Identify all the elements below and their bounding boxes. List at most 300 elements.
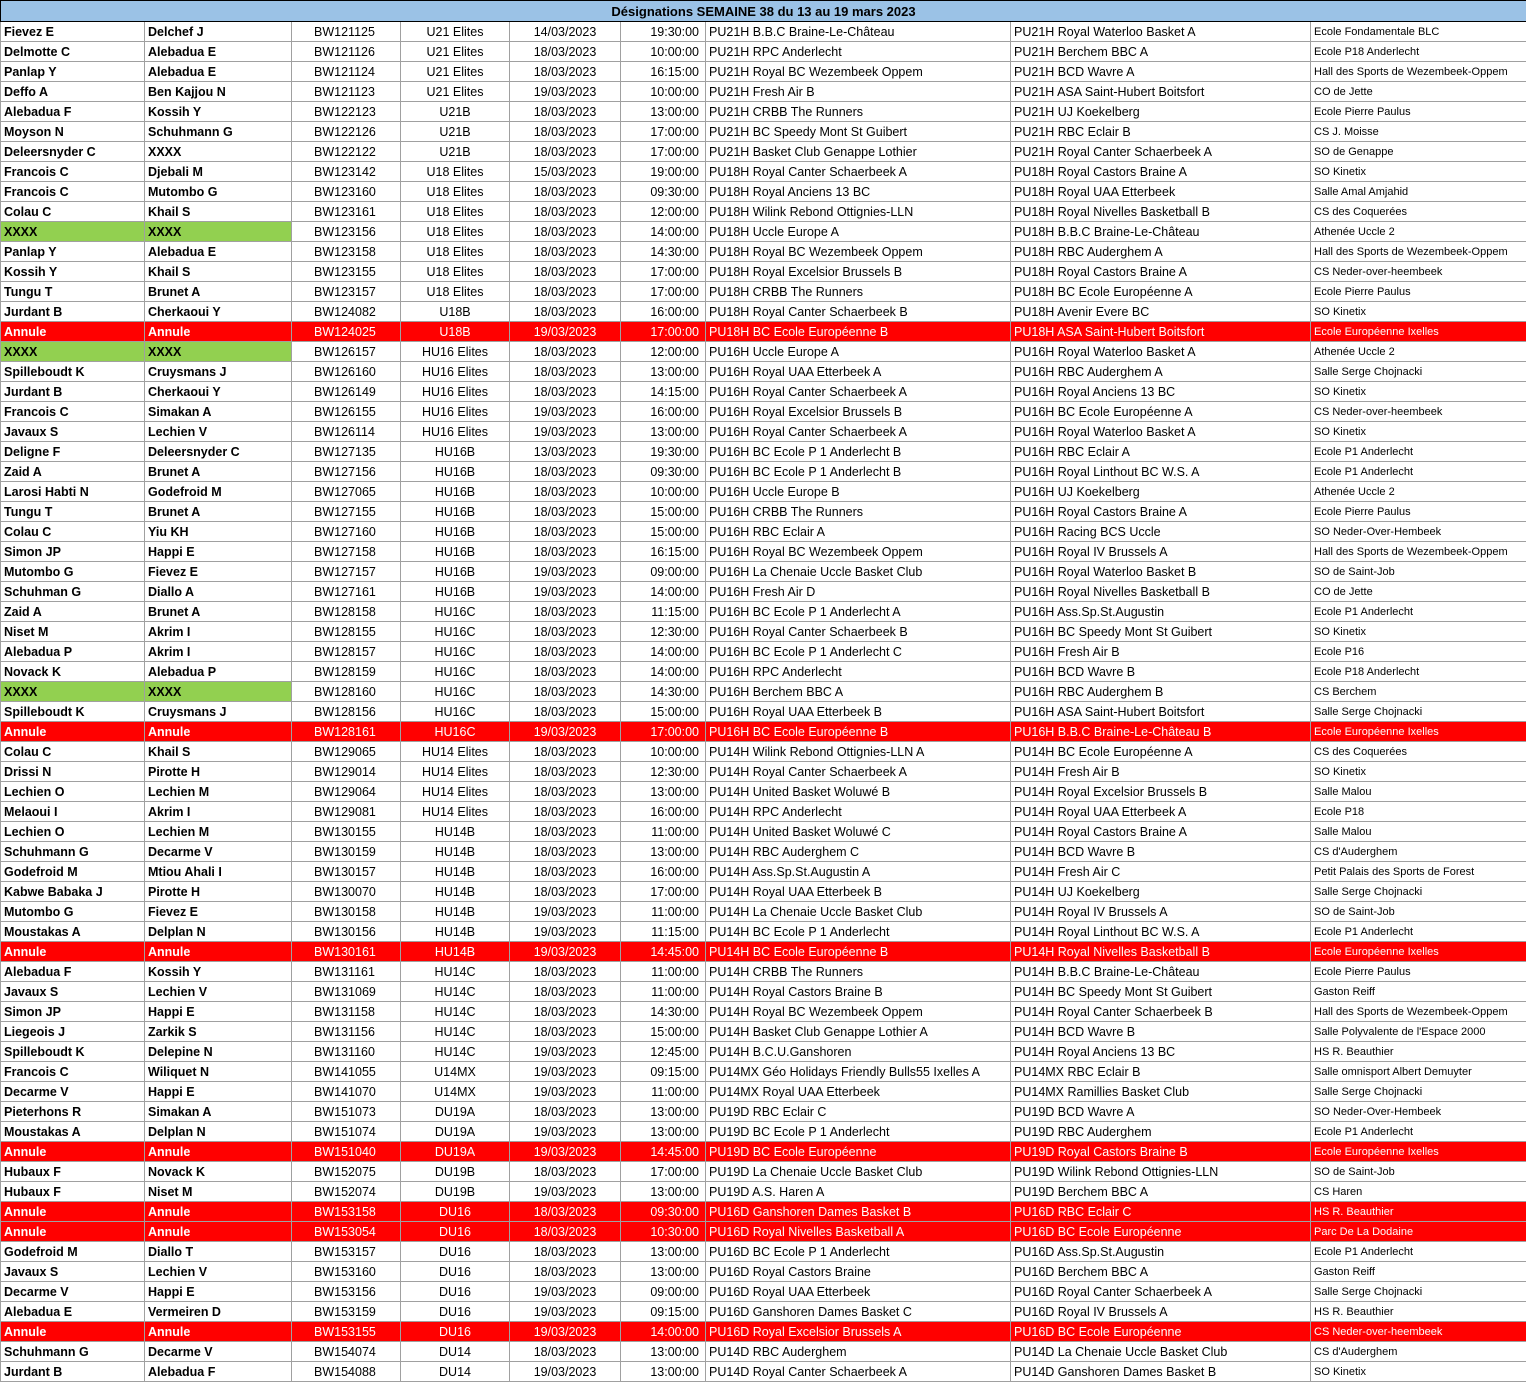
venue-cell[interactable]: SO Neder-Over-Hembeek (1311, 1102, 1526, 1122)
match-code-cell[interactable]: BW127156 (292, 462, 401, 482)
home-team-cell[interactable]: PU14H Basket Club Genappe Lothier A (706, 1022, 1011, 1042)
home-team-cell[interactable]: PU21H CRBB The Runners (706, 102, 1011, 122)
referee-2-cell[interactable]: Lechien V (145, 1262, 292, 1282)
time-cell[interactable]: 17:00:00 (621, 142, 706, 162)
category-cell[interactable]: HU16 Elites (401, 402, 510, 422)
date-cell[interactable]: 14/03/2023 (510, 22, 621, 42)
time-cell[interactable]: 09:15:00 (621, 1062, 706, 1082)
away-team-cell[interactable]: PU16H Royal Anciens 13 BC (1011, 382, 1311, 402)
referee-2-cell[interactable]: Yiu KH (145, 522, 292, 542)
venue-cell[interactable]: Ecole Pierre Paulus (1311, 102, 1526, 122)
match-code-cell[interactable]: BW126157 (292, 342, 401, 362)
away-team-cell[interactable]: PU19D Berchem BBC A (1011, 1182, 1311, 1202)
date-cell[interactable]: 18/03/2023 (510, 102, 621, 122)
referee-1-cell[interactable]: Larosi Habti N (1, 482, 145, 502)
referee-1-cell[interactable]: Kossih Y (1, 262, 145, 282)
referee-1-cell[interactable]: Mutombo G (1, 902, 145, 922)
date-cell[interactable]: 19/03/2023 (510, 1142, 621, 1162)
home-team-cell[interactable]: PU16H Uccle Europe A (706, 342, 1011, 362)
referee-2-cell[interactable]: Annule (145, 722, 292, 742)
category-cell[interactable]: HU16B (401, 502, 510, 522)
referee-1-cell[interactable]: Francois C (1, 162, 145, 182)
match-code-cell[interactable]: BW127065 (292, 482, 401, 502)
away-team-cell[interactable]: PU14D La Chenaie Uccle Basket Club (1011, 1342, 1311, 1362)
away-team-cell[interactable]: PU16H Royal Waterloo Basket A (1011, 422, 1311, 442)
venue-cell[interactable]: Petit Palais des Sports de Forest (1311, 862, 1526, 882)
venue-cell[interactable]: SO de Saint-Job (1311, 562, 1526, 582)
category-cell[interactable]: DU14 (401, 1362, 510, 1382)
home-team-cell[interactable]: PU16H RPC Anderlecht (706, 662, 1011, 682)
venue-cell[interactable]: SO Kinetix (1311, 1362, 1526, 1382)
venue-cell[interactable]: Salle Polyvalente de l'Espace 2000 (1311, 1022, 1526, 1042)
home-team-cell[interactable]: PU18H CRBB The Runners (706, 282, 1011, 302)
referee-2-cell[interactable]: Schuhmann G (145, 122, 292, 142)
date-cell[interactable]: 18/03/2023 (510, 1102, 621, 1122)
date-cell[interactable]: 18/03/2023 (510, 842, 621, 862)
time-cell[interactable]: 19:00:00 (621, 162, 706, 182)
date-cell[interactable]: 19/03/2023 (510, 422, 621, 442)
referee-2-cell[interactable]: Decarme V (145, 842, 292, 862)
referee-2-cell[interactable]: Niset M (145, 1182, 292, 1202)
referee-2-cell[interactable]: Kossih Y (145, 102, 292, 122)
venue-cell[interactable]: SO Kinetix (1311, 302, 1526, 322)
match-code-cell[interactable]: BW129064 (292, 782, 401, 802)
away-team-cell[interactable]: PU14H Royal Castors Braine A (1011, 822, 1311, 842)
home-team-cell[interactable]: PU14H Royal Canter Schaerbeek A (706, 762, 1011, 782)
time-cell[interactable]: 14:30:00 (621, 682, 706, 702)
date-cell[interactable]: 18/03/2023 (510, 602, 621, 622)
home-team-cell[interactable]: PU14H RPC Anderlecht (706, 802, 1011, 822)
time-cell[interactable]: 13:00:00 (621, 1262, 706, 1282)
away-team-cell[interactable]: PU18H Royal UAA Etterbeek (1011, 182, 1311, 202)
away-team-cell[interactable]: PU16H RBC Auderghem B (1011, 682, 1311, 702)
date-cell[interactable]: 19/03/2023 (510, 322, 621, 342)
date-cell[interactable]: 19/03/2023 (510, 82, 621, 102)
category-cell[interactable]: HU16B (401, 542, 510, 562)
match-code-cell[interactable]: BW153156 (292, 1282, 401, 1302)
referee-2-cell[interactable]: Happi E (145, 542, 292, 562)
time-cell[interactable]: 14:15:00 (621, 382, 706, 402)
date-cell[interactable]: 18/03/2023 (510, 542, 621, 562)
referee-2-cell[interactable]: Delplan N (145, 1122, 292, 1142)
category-cell[interactable]: HU14C (401, 1002, 510, 1022)
time-cell[interactable]: 12:30:00 (621, 622, 706, 642)
category-cell[interactable]: HU14 Elites (401, 782, 510, 802)
away-team-cell[interactable]: PU16D BC Ecole Européenne (1011, 1322, 1311, 1342)
venue-cell[interactable]: Salle Malou (1311, 822, 1526, 842)
away-team-cell[interactable]: PU14H Royal Linthout BC W.S. A (1011, 922, 1311, 942)
venue-cell[interactable]: Salle Serge Chojnacki (1311, 1082, 1526, 1102)
away-team-cell[interactable]: PU18H Royal Nivelles Basketball B (1011, 202, 1311, 222)
match-code-cell[interactable]: BW153155 (292, 1322, 401, 1342)
away-team-cell[interactable]: PU14H BC Ecole Européenne A (1011, 742, 1311, 762)
match-code-cell[interactable]: BW128159 (292, 662, 401, 682)
match-code-cell[interactable]: BW129081 (292, 802, 401, 822)
date-cell[interactable]: 19/03/2023 (510, 1042, 621, 1062)
time-cell[interactable]: 09:00:00 (621, 1282, 706, 1302)
home-team-cell[interactable]: PU16H CRBB The Runners (706, 502, 1011, 522)
match-code-cell[interactable]: BW154088 (292, 1362, 401, 1382)
date-cell[interactable]: 19/03/2023 (510, 402, 621, 422)
match-code-cell[interactable]: BW141055 (292, 1062, 401, 1082)
referee-2-cell[interactable]: Ben Kajjou N (145, 82, 292, 102)
category-cell[interactable]: HU16B (401, 442, 510, 462)
referee-2-cell[interactable]: Alebadua E (145, 62, 292, 82)
home-team-cell[interactable]: PU16D Ganshoren Dames Basket C (706, 1302, 1011, 1322)
time-cell[interactable]: 09:30:00 (621, 1202, 706, 1222)
match-code-cell[interactable]: BW153157 (292, 1242, 401, 1262)
referee-2-cell[interactable]: Alebadua E (145, 42, 292, 62)
match-code-cell[interactable]: BW123161 (292, 202, 401, 222)
match-code-cell[interactable]: BW141070 (292, 1082, 401, 1102)
away-team-cell[interactable]: PU18H Royal Castors Braine A (1011, 262, 1311, 282)
date-cell[interactable]: 18/03/2023 (510, 1202, 621, 1222)
category-cell[interactable]: U18B (401, 302, 510, 322)
category-cell[interactable]: HU16 Elites (401, 342, 510, 362)
referee-1-cell[interactable]: Lechien O (1, 782, 145, 802)
venue-cell[interactable]: SO de Saint-Job (1311, 1162, 1526, 1182)
referee-2-cell[interactable]: Pirotte H (145, 762, 292, 782)
referee-2-cell[interactable]: Mutombo G (145, 182, 292, 202)
date-cell[interactable]: 18/03/2023 (510, 262, 621, 282)
category-cell[interactable]: HU14B (401, 922, 510, 942)
away-team-cell[interactable]: PU14H Royal IV Brussels A (1011, 902, 1311, 922)
referee-1-cell[interactable]: Zaid A (1, 602, 145, 622)
away-team-cell[interactable]: PU16H ASA Saint-Hubert Boitsfort (1011, 702, 1311, 722)
away-team-cell[interactable]: PU16H Ass.Sp.St.Augustin (1011, 602, 1311, 622)
time-cell[interactable]: 16:00:00 (621, 862, 706, 882)
referee-1-cell[interactable]: Jurdant B (1, 302, 145, 322)
home-team-cell[interactable]: PU14MX Géo Holidays Friendly Bulls55 Ixelles A (706, 1062, 1011, 1082)
date-cell[interactable]: 18/03/2023 (510, 882, 621, 902)
referee-1-cell[interactable]: Francois C (1, 402, 145, 422)
match-code-cell[interactable]: BW122126 (292, 122, 401, 142)
category-cell[interactable]: HU16B (401, 482, 510, 502)
venue-cell[interactable]: SO de Saint-Job (1311, 902, 1526, 922)
time-cell[interactable]: 09:00:00 (621, 562, 706, 582)
category-cell[interactable]: U21B (401, 142, 510, 162)
time-cell[interactable]: 11:00:00 (621, 962, 706, 982)
home-team-cell[interactable]: PU21H Royal BC Wezembeek Oppem (706, 62, 1011, 82)
away-team-cell[interactable]: PU18H ASA Saint-Hubert Boitsfort (1011, 322, 1311, 342)
away-team-cell[interactable]: PU19D RBC Auderghem (1011, 1122, 1311, 1142)
home-team-cell[interactable]: PU16H BC Ecole P 1 Anderlecht C (706, 642, 1011, 662)
referee-2-cell[interactable]: Wiliquet N (145, 1062, 292, 1082)
match-code-cell[interactable]: BW130158 (292, 902, 401, 922)
date-cell[interactable]: 18/03/2023 (510, 1022, 621, 1042)
referee-2-cell[interactable]: Cruysmans J (145, 702, 292, 722)
date-cell[interactable]: 19/03/2023 (510, 582, 621, 602)
time-cell[interactable]: 17:00:00 (621, 282, 706, 302)
referee-1-cell[interactable]: XXXX (1, 342, 145, 362)
match-code-cell[interactable]: BW153158 (292, 1202, 401, 1222)
away-team-cell[interactable]: PU14H BCD Wavre B (1011, 1022, 1311, 1042)
date-cell[interactable]: 19/03/2023 (510, 1302, 621, 1322)
category-cell[interactable]: HU14B (401, 902, 510, 922)
date-cell[interactable]: 18/03/2023 (510, 202, 621, 222)
time-cell[interactable]: 14:45:00 (621, 942, 706, 962)
venue-cell[interactable]: Ecole P1 Anderlecht (1311, 462, 1526, 482)
date-cell[interactable]: 18/03/2023 (510, 1242, 621, 1262)
away-team-cell[interactable]: PU18H Royal Castors Braine A (1011, 162, 1311, 182)
away-team-cell[interactable]: PU16D Royal IV Brussels A (1011, 1302, 1311, 1322)
home-team-cell[interactable]: PU14D Royal Canter Schaerbeek A (706, 1362, 1011, 1382)
referee-2-cell[interactable]: Djebali M (145, 162, 292, 182)
away-team-cell[interactable]: PU16H BC Ecole Européenne A (1011, 402, 1311, 422)
time-cell[interactable]: 15:00:00 (621, 1022, 706, 1042)
venue-cell[interactable]: Ecole Européenne Ixelles (1311, 722, 1526, 742)
referee-2-cell[interactable]: Lechien M (145, 822, 292, 842)
time-cell[interactable]: 16:15:00 (621, 542, 706, 562)
venue-cell[interactable]: SO Neder-Over-Hembeek (1311, 522, 1526, 542)
time-cell[interactable]: 12:00:00 (621, 342, 706, 362)
match-code-cell[interactable]: BW122123 (292, 102, 401, 122)
home-team-cell[interactable]: PU14D RBC Auderghem (706, 1342, 1011, 1362)
category-cell[interactable]: U21 Elites (401, 42, 510, 62)
venue-cell[interactable]: Ecole P1 Anderlecht (1311, 442, 1526, 462)
referee-1-cell[interactable]: Schuhmann G (1, 842, 145, 862)
home-team-cell[interactable]: PU19D RBC Eclair C (706, 1102, 1011, 1122)
venue-cell[interactable]: Gaston Reiff (1311, 982, 1526, 1002)
date-cell[interactable]: 18/03/2023 (510, 1162, 621, 1182)
match-code-cell[interactable]: BW121124 (292, 62, 401, 82)
away-team-cell[interactable]: PU16H Royal Waterloo Basket B (1011, 562, 1311, 582)
referee-2-cell[interactable]: Annule (145, 1202, 292, 1222)
match-code-cell[interactable]: BW128158 (292, 602, 401, 622)
referee-1-cell[interactable]: Annule (1, 1142, 145, 1162)
home-team-cell[interactable]: PU16H BC Ecole Européenne B (706, 722, 1011, 742)
away-team-cell[interactable]: PU16D Berchem BBC A (1011, 1262, 1311, 1282)
referee-2-cell[interactable]: Diallo A (145, 582, 292, 602)
venue-cell[interactable]: CO de Jette (1311, 582, 1526, 602)
category-cell[interactable]: DU16 (401, 1202, 510, 1222)
time-cell[interactable]: 11:15:00 (621, 602, 706, 622)
time-cell[interactable]: 14:00:00 (621, 642, 706, 662)
category-cell[interactable]: DU14 (401, 1342, 510, 1362)
referee-1-cell[interactable]: Javaux S (1, 982, 145, 1002)
date-cell[interactable]: 19/03/2023 (510, 1182, 621, 1202)
date-cell[interactable]: 18/03/2023 (510, 182, 621, 202)
venue-cell[interactable]: Ecole P1 Anderlecht (1311, 1242, 1526, 1262)
referee-1-cell[interactable]: Liegeois J (1, 1022, 145, 1042)
venue-cell[interactable]: Athenée Uccle 2 (1311, 342, 1526, 362)
category-cell[interactable]: DU16 (401, 1322, 510, 1342)
referee-1-cell[interactable]: Fievez E (1, 22, 145, 42)
home-team-cell[interactable]: PU14H BC Ecole Européenne B (706, 942, 1011, 962)
match-code-cell[interactable]: BW130161 (292, 942, 401, 962)
referee-1-cell[interactable]: Novack K (1, 662, 145, 682)
referee-1-cell[interactable]: Schuhman G (1, 582, 145, 602)
match-code-cell[interactable]: BW123156 (292, 222, 401, 242)
home-team-cell[interactable]: PU14H RBC Auderghem C (706, 842, 1011, 862)
referee-2-cell[interactable]: Annule (145, 1322, 292, 1342)
category-cell[interactable]: U18 Elites (401, 282, 510, 302)
date-cell[interactable]: 15/03/2023 (510, 162, 621, 182)
referee-2-cell[interactable]: Cruysmans J (145, 362, 292, 382)
match-code-cell[interactable]: BW127135 (292, 442, 401, 462)
home-team-cell[interactable]: PU14H United Basket Woluwé C (706, 822, 1011, 842)
time-cell[interactable]: 17:00:00 (621, 262, 706, 282)
date-cell[interactable]: 19/03/2023 (510, 1362, 621, 1382)
away-team-cell[interactable]: PU21H ASA Saint-Hubert Boitsfort (1011, 82, 1311, 102)
venue-cell[interactable]: Ecole Fondamentale BLC (1311, 22, 1526, 42)
away-team-cell[interactable]: PU14H Royal Anciens 13 BC (1011, 1042, 1311, 1062)
away-team-cell[interactable]: PU16H Racing BCS Uccle (1011, 522, 1311, 542)
referee-2-cell[interactable]: Godefroid M (145, 482, 292, 502)
time-cell[interactable]: 13:00:00 (621, 842, 706, 862)
home-team-cell[interactable]: PU16H Royal UAA Etterbeek A (706, 362, 1011, 382)
match-code-cell[interactable]: BW131160 (292, 1042, 401, 1062)
venue-cell[interactable]: Salle Serge Chojnacki (1311, 362, 1526, 382)
match-code-cell[interactable]: BW151040 (292, 1142, 401, 1162)
referee-2-cell[interactable]: Lechien M (145, 782, 292, 802)
date-cell[interactable]: 18/03/2023 (510, 142, 621, 162)
home-team-cell[interactable]: PU14H Royal BC Wezembeek Oppem (706, 1002, 1011, 1022)
referee-2-cell[interactable]: Decarme V (145, 1342, 292, 1362)
venue-cell[interactable]: Ecole Européenne Ixelles (1311, 1142, 1526, 1162)
match-code-cell[interactable]: BW124082 (292, 302, 401, 322)
time-cell[interactable]: 09:30:00 (621, 462, 706, 482)
date-cell[interactable]: 18/03/2023 (510, 1002, 621, 1022)
referee-1-cell[interactable]: Hubaux F (1, 1162, 145, 1182)
match-code-cell[interactable]: BW153159 (292, 1302, 401, 1322)
referee-2-cell[interactable]: Delchef J (145, 22, 292, 42)
referee-2-cell[interactable]: Annule (145, 942, 292, 962)
venue-cell[interactable]: CO de Jette (1311, 82, 1526, 102)
referee-2-cell[interactable]: Kossih Y (145, 962, 292, 982)
time-cell[interactable]: 16:00:00 (621, 802, 706, 822)
home-team-cell[interactable]: PU14H Ass.Sp.St.Augustin A (706, 862, 1011, 882)
venue-cell[interactable]: Salle Amal Amjahid (1311, 182, 1526, 202)
time-cell[interactable]: 10:00:00 (621, 42, 706, 62)
home-team-cell[interactable]: PU19D BC Ecole Européenne (706, 1142, 1011, 1162)
referee-1-cell[interactable]: Alebadua F (1, 102, 145, 122)
referee-2-cell[interactable]: Cherkaoui Y (145, 382, 292, 402)
referee-1-cell[interactable]: Alebadua F (1, 962, 145, 982)
venue-cell[interactable]: Ecole Européenne Ixelles (1311, 942, 1526, 962)
match-code-cell[interactable]: BW130156 (292, 922, 401, 942)
away-team-cell[interactable]: PU16H UJ Koekelberg (1011, 482, 1311, 502)
match-code-cell[interactable]: BW121125 (292, 22, 401, 42)
date-cell[interactable]: 18/03/2023 (510, 682, 621, 702)
referee-2-cell[interactable]: Akrim I (145, 642, 292, 662)
home-team-cell[interactable]: PU21H RPC Anderlecht (706, 42, 1011, 62)
match-code-cell[interactable]: BW128157 (292, 642, 401, 662)
category-cell[interactable]: HU16C (401, 662, 510, 682)
home-team-cell[interactable]: PU14H Wilink Rebond Ottignies-LLN A (706, 742, 1011, 762)
match-code-cell[interactable]: BW123160 (292, 182, 401, 202)
match-code-cell[interactable]: BW123157 (292, 282, 401, 302)
time-cell[interactable]: 15:00:00 (621, 522, 706, 542)
time-cell[interactable]: 17:00:00 (621, 122, 706, 142)
away-team-cell[interactable]: PU14H B.B.C Braine-Le-Château (1011, 962, 1311, 982)
match-code-cell[interactable]: BW131158 (292, 1002, 401, 1022)
referee-2-cell[interactable]: Cherkaoui Y (145, 302, 292, 322)
referee-1-cell[interactable]: XXXX (1, 222, 145, 242)
referee-1-cell[interactable]: Tungu T (1, 282, 145, 302)
venue-cell[interactable]: Gaston Reiff (1311, 1262, 1526, 1282)
match-code-cell[interactable]: BW122122 (292, 142, 401, 162)
referee-1-cell[interactable]: Decarme V (1, 1282, 145, 1302)
venue-cell[interactable]: Parc De La Dodaine (1311, 1222, 1526, 1242)
date-cell[interactable]: 19/03/2023 (510, 922, 621, 942)
referee-2-cell[interactable]: Mtiou Ahali I (145, 862, 292, 882)
category-cell[interactable]: DU19B (401, 1162, 510, 1182)
date-cell[interactable]: 19/03/2023 (510, 902, 621, 922)
category-cell[interactable]: HU14B (401, 822, 510, 842)
date-cell[interactable]: 18/03/2023 (510, 742, 621, 762)
venue-cell[interactable]: CS Neder-over-heembeek (1311, 402, 1526, 422)
referee-2-cell[interactable]: Novack K (145, 1162, 292, 1182)
venue-cell[interactable]: Hall des Sports de Wezembeek-Oppem (1311, 1002, 1526, 1022)
venue-cell[interactable]: SO Kinetix (1311, 422, 1526, 442)
referee-2-cell[interactable]: Delplan N (145, 922, 292, 942)
category-cell[interactable]: U18B (401, 322, 510, 342)
time-cell[interactable]: 12:00:00 (621, 202, 706, 222)
time-cell[interactable]: 10:00:00 (621, 482, 706, 502)
home-team-cell[interactable]: PU16H BC Ecole P 1 Anderlecht B (706, 462, 1011, 482)
away-team-cell[interactable]: PU19D Wilink Rebond Ottignies-LLN (1011, 1162, 1311, 1182)
date-cell[interactable]: 18/03/2023 (510, 862, 621, 882)
time-cell[interactable]: 13:00:00 (621, 1122, 706, 1142)
venue-cell[interactable]: Salle Malou (1311, 782, 1526, 802)
date-cell[interactable]: 18/03/2023 (510, 702, 621, 722)
away-team-cell[interactable]: PU21H UJ Koekelberg (1011, 102, 1311, 122)
referee-1-cell[interactable]: Lechien O (1, 822, 145, 842)
home-team-cell[interactable]: PU18H Royal Excelsior Brussels B (706, 262, 1011, 282)
venue-cell[interactable]: CS des Coquerées (1311, 742, 1526, 762)
venue-cell[interactable]: CS J. Moisse (1311, 122, 1526, 142)
time-cell[interactable]: 10:00:00 (621, 82, 706, 102)
time-cell[interactable]: 17:00:00 (621, 322, 706, 342)
referee-1-cell[interactable]: Moustakas A (1, 1122, 145, 1142)
home-team-cell[interactable]: PU21H Fresh Air B (706, 82, 1011, 102)
match-code-cell[interactable]: BW154074 (292, 1342, 401, 1362)
home-team-cell[interactable]: PU16D Royal Castors Braine (706, 1262, 1011, 1282)
home-team-cell[interactable]: PU16D BC Ecole P 1 Anderlecht (706, 1242, 1011, 1262)
category-cell[interactable]: U21 Elites (401, 82, 510, 102)
referee-1-cell[interactable]: Mutombo G (1, 562, 145, 582)
date-cell[interactable]: 18/03/2023 (510, 982, 621, 1002)
category-cell[interactable]: HU16C (401, 622, 510, 642)
date-cell[interactable]: 19/03/2023 (510, 1322, 621, 1342)
home-team-cell[interactable]: PU19D BC Ecole P 1 Anderlecht (706, 1122, 1011, 1142)
referee-2-cell[interactable]: Akrim I (145, 802, 292, 822)
away-team-cell[interactable]: PU14D Ganshoren Dames Basket B (1011, 1362, 1311, 1382)
time-cell[interactable]: 13:00:00 (621, 1182, 706, 1202)
referee-1-cell[interactable]: Annule (1, 722, 145, 742)
referee-1-cell[interactable]: Moustakas A (1, 922, 145, 942)
match-code-cell[interactable]: BW127160 (292, 522, 401, 542)
date-cell[interactable]: 19/03/2023 (510, 1122, 621, 1142)
home-team-cell[interactable]: PU21H BC Speedy Mont St Guibert (706, 122, 1011, 142)
home-team-cell[interactable]: PU16H Uccle Europe B (706, 482, 1011, 502)
venue-cell[interactable]: Salle Serge Chojnacki (1311, 882, 1526, 902)
date-cell[interactable]: 18/03/2023 (510, 522, 621, 542)
referee-1-cell[interactable]: Schuhmann G (1, 1342, 145, 1362)
venue-cell[interactable]: SO Kinetix (1311, 162, 1526, 182)
time-cell[interactable]: 09:15:00 (621, 1302, 706, 1322)
away-team-cell[interactable]: PU14H Royal UAA Etterbeek A (1011, 802, 1311, 822)
category-cell[interactable]: U14MX (401, 1082, 510, 1102)
match-code-cell[interactable]: BW128155 (292, 622, 401, 642)
away-team-cell[interactable]: PU21H RBC Eclair B (1011, 122, 1311, 142)
venue-cell[interactable]: Ecole P18 Anderlecht (1311, 42, 1526, 62)
category-cell[interactable]: HU16C (401, 722, 510, 742)
referee-1-cell[interactable]: Zaid A (1, 462, 145, 482)
match-code-cell[interactable]: BW153054 (292, 1222, 401, 1242)
home-team-cell[interactable]: PU21H B.B.C Braine-Le-Château (706, 22, 1011, 42)
